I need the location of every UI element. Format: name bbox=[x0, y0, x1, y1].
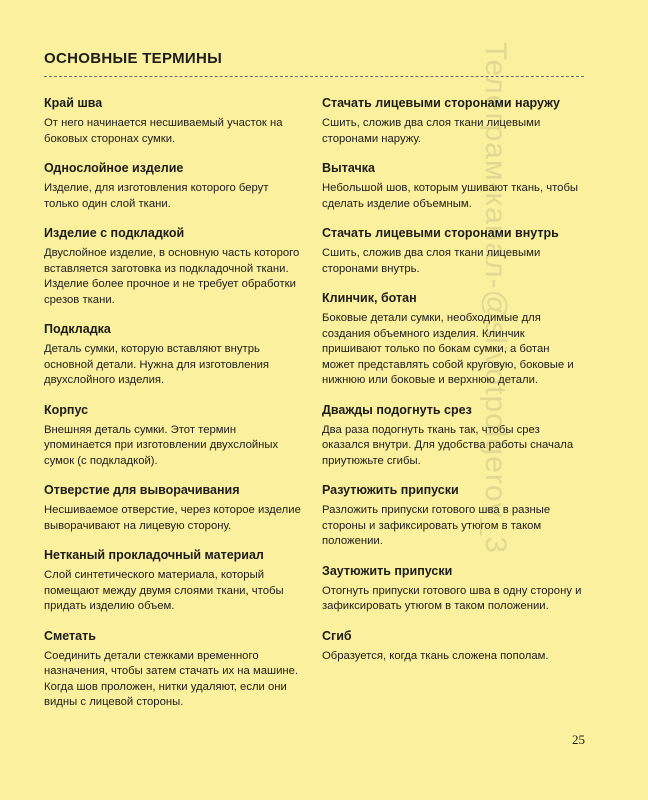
glossary-term bbox=[322, 160, 584, 212]
glossary-term bbox=[44, 225, 306, 308]
term-title: Заутюжить припуски bbox=[322, 563, 453, 578]
glossary-term bbox=[322, 290, 584, 389]
glossary-term bbox=[322, 563, 584, 615]
term-title: Стачать лицевыми сторонами внутрь bbox=[322, 226, 559, 240]
term-title: Разутюжить припуски bbox=[322, 483, 459, 497]
term-definition: Боковые детали сумки, необходимые для создания объемного изделия. Клинчик пришивают только по бокам сумки, а ботан может представлять собой круговую, боковые и нижнюю или боковые и верхнюю детали. bbox=[322, 312, 574, 386]
term-definition: Сшить, сложив два слоя ткани лицевыми сторонами внутрь. bbox=[322, 247, 541, 275]
term-title: Изделие с подкладкой bbox=[44, 226, 185, 240]
term-definition: Два раза подогнуть ткань так, чтобы срез оказался внутри. Для удобства работы сначала приутюжьте сгибы. bbox=[322, 423, 574, 467]
term-title: Стачать лицевыми сторонами наружу bbox=[322, 96, 560, 110]
glossary-column-right bbox=[322, 95, 584, 677]
glossary-term bbox=[44, 95, 306, 147]
term-definition: Слой синтетического материала, который помещают между двумя слоями ткани, чтобы придать изделию объем. bbox=[44, 569, 284, 612]
term-title: Сгиб bbox=[322, 628, 352, 643]
glossary-term bbox=[44, 321, 306, 389]
title-divider bbox=[44, 76, 584, 77]
term-definition: Изделие, для изготовления которого берут только один слой ткани. bbox=[44, 182, 269, 210]
term-title: Корпус bbox=[44, 402, 89, 417]
glossary-term bbox=[44, 402, 306, 470]
term-title: Нетканый прокладочный материал bbox=[44, 548, 264, 562]
term-title: Клинчик, ботан bbox=[322, 291, 417, 305]
term-definition: Сшить, сложив два слоя ткани лицевыми сторонами наружу. bbox=[322, 117, 541, 145]
glossary-term bbox=[44, 482, 306, 534]
glossary-term bbox=[322, 628, 584, 665]
term-definition: Соединить детали стежками временного назначения, чтобы затем стачать их на машине. Когда шов проложен, нитки удаляют, если они видны с лицевой стороны. bbox=[44, 649, 299, 708]
glossary-term bbox=[44, 547, 306, 615]
glossary-term bbox=[44, 160, 306, 212]
term-definition: Небольшой шов, которым ушивают ткань, чтобы сделать изделие объемным. bbox=[322, 182, 579, 210]
term-definition: От него начинается несшиваемый участок на боковых сторонах сумки. bbox=[44, 117, 283, 145]
glossary-term bbox=[322, 482, 584, 550]
term-definition: Двуслойное изделие, в основную часть которого вставляется заготовка из подкладочной ткани. Изделие более прочное и не требует обработки срезов ткани. bbox=[44, 247, 300, 306]
page-title: ОСНОВНЫЕ ТЕРМИНЫ bbox=[44, 50, 223, 67]
term-definition: Образуется, когда ткань сложена пополам. bbox=[322, 649, 549, 662]
term-title: Однослойное изделие bbox=[44, 161, 184, 175]
glossary-term bbox=[322, 225, 584, 277]
glossary-term bbox=[322, 402, 584, 470]
glossary-term bbox=[322, 95, 584, 147]
page-number: 25 bbox=[572, 732, 585, 747]
watermark: Телеграм-канал-@slivotpolgerov_3 bbox=[479, 42, 512, 554]
term-definition: Деталь сумки, которую вставляют внутрь основной детали. Нужна для изготовления двухслойного изделия. bbox=[44, 343, 270, 386]
term-title: Дважды подогнуть срез bbox=[322, 402, 472, 417]
glossary-term bbox=[44, 628, 306, 711]
term-title: Вытачка bbox=[322, 161, 375, 175]
glossary-column-left bbox=[44, 95, 306, 724]
term-definition: Отогнуть припуски готового шва в одну сторону и зафиксировать утюгом в таком положении. bbox=[322, 584, 582, 612]
term-title: Отверстие для выворачивания bbox=[44, 483, 240, 497]
term-definition: Разложить припуски готового шва в разные стороны и зафиксировать утюгом в таком положении. bbox=[322, 504, 551, 547]
term-title: Край шва bbox=[44, 96, 103, 110]
term-definition: Несшиваемое отверстие, через которое изделие выворачивают на лицевую сторону. bbox=[44, 504, 301, 532]
term-definition: Внешняя деталь сумки. Этот термин упоминается при изготовлении двухслойных сумок (с подкладкой). bbox=[44, 423, 279, 467]
term-title: Сметать bbox=[44, 628, 96, 643]
term-title: Подкладка bbox=[44, 322, 111, 336]
